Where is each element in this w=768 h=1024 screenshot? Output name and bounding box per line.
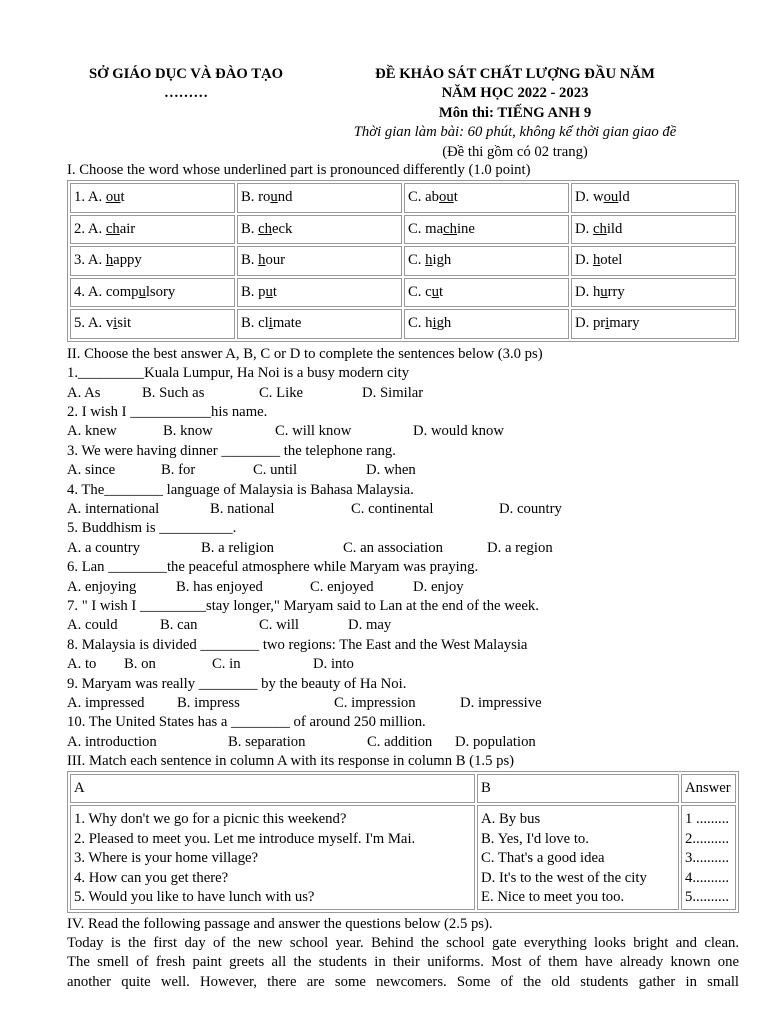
underlined-part: h — [105, 252, 114, 269]
pronunciation-row — [70, 215, 736, 245]
answer-slot: 1 ......... — [685, 811, 730, 828]
underlined-part: i — [268, 315, 273, 332]
underlined-part: ch — [105, 220, 120, 237]
answer-slot: 4.......... — [685, 869, 730, 886]
answer-options — [67, 694, 739, 713]
underlined-part: u — [270, 189, 278, 206]
question-item: 1. Why don't we go for a picnic this weekend? — [74, 811, 347, 828]
word-option: 1. A. out — [70, 183, 235, 213]
answer-options — [67, 616, 739, 635]
underlined-part: ch — [443, 220, 457, 237]
word-option: C. about — [404, 183, 569, 213]
answer-options — [67, 500, 739, 519]
underlined-part: ch — [258, 220, 273, 237]
word-option: B. climate — [237, 309, 402, 339]
answer-option: C. continental — [351, 501, 434, 518]
part4-heading: IV. Read the following passage and answer the questions below (2.5 ps). — [67, 915, 493, 932]
answer-option: C. an association — [343, 539, 443, 556]
answer-option: C. will — [259, 617, 299, 634]
question-item: 4. How can you get there? — [74, 869, 229, 886]
answer-option: C. will know — [275, 423, 352, 440]
department-block — [70, 65, 302, 104]
answer-option: C. enjoyed — [310, 578, 374, 595]
underlined-part: u — [138, 283, 146, 300]
word-option: B. check — [237, 215, 402, 245]
answer-option: A. knew — [67, 423, 117, 440]
pronunciation-row — [70, 278, 736, 308]
word-option: D. child — [571, 215, 736, 245]
word-option: 4. A. compulsory — [70, 278, 235, 308]
school-year: NĂM HỌC 2022 - 2023 — [441, 85, 589, 102]
passage-line: Today is the first day of the new school year. Behind the school gate everything looks bright and clean. — [67, 934, 739, 951]
subject: Môn thi: TIẾNG ANH 9 — [438, 104, 592, 121]
answer-option: C. until — [253, 462, 298, 479]
answer-option: D. population — [455, 733, 536, 750]
answer-option: B. for — [161, 462, 196, 479]
question-item: 3. Where is your home village? — [74, 850, 259, 867]
question-text: 3. We were having dinner ________ the telephone rang. — [67, 442, 396, 459]
part1-heading: I. Choose the word whose underlined part is pronounced differently (1.0 point) — [67, 162, 531, 178]
answer-slot: 3.......... — [685, 850, 730, 867]
question-text: 4. The________ language of Malaysia is Bahasa Malaysia. — [67, 481, 414, 498]
column-a-items — [70, 805, 475, 909]
response-item: D. It's to the west of the city — [481, 869, 647, 886]
underlined-part: ou — [105, 189, 121, 206]
answer-slot: 2.......... — [685, 830, 730, 847]
answer-options — [67, 655, 739, 674]
exam-content — [67, 161, 739, 992]
answer-options — [67, 733, 739, 752]
word-option: B. hour — [237, 246, 402, 276]
pronunciation-table — [67, 180, 739, 342]
answer-option: B. separation — [228, 733, 306, 750]
question-text: 10. The United States has a ________ of around 250 million. — [67, 714, 426, 731]
department-dots: ……… — [163, 85, 209, 102]
answer-option: A. introduction — [67, 733, 157, 750]
answer-options — [67, 461, 739, 480]
answer-options — [67, 422, 739, 441]
answer-option: D. would know — [413, 423, 504, 440]
matching-table — [67, 771, 739, 912]
part3-heading: III. Match each sentence in column A with its response in column B (1.5 ps) — [67, 753, 515, 770]
underlined-part: i — [432, 315, 437, 332]
column-a-header: A — [70, 774, 475, 803]
underlined-part: ou — [603, 189, 619, 206]
response-item: B. Yes, I'd love to. — [481, 830, 589, 847]
answer-options — [67, 539, 739, 558]
word-option: D. primary — [571, 309, 736, 339]
word-option: 2. A. chair — [70, 215, 235, 245]
word-option: D. would — [571, 183, 736, 213]
question-text: 5. Buddhism is __________. — [67, 520, 237, 537]
underlined-part: h — [592, 252, 601, 269]
question-text: 8. Malaysia is divided ________ two regions: The East and the West Malaysia — [67, 636, 528, 653]
time-allowed: Thời gian làm bài: 60 phút, không kể thời gian giao đề — [353, 124, 677, 141]
pronunciation-row — [70, 246, 736, 276]
answer-option: B. know — [163, 423, 213, 440]
answer-slots — [681, 805, 736, 909]
word-option: D. hotel — [571, 246, 736, 276]
underlined-part: ou — [439, 189, 454, 206]
answer-option: A. impressed — [67, 694, 145, 711]
answer-option: A. could — [67, 617, 118, 634]
passage-line: another quite well. However, there are some newcomers. Some of the old students gather in small — [67, 973, 739, 990]
underlined-part: u — [600, 283, 608, 300]
answer-option: A. international — [67, 501, 160, 518]
reading-passage — [67, 934, 739, 992]
word-option: B. put — [237, 278, 402, 308]
answer-slot: 5.......... — [685, 889, 730, 906]
exam-title-block — [300, 65, 730, 162]
column-b-header: B — [477, 774, 679, 803]
underlined-part: ch — [592, 220, 607, 237]
word-option: C. cut — [404, 278, 569, 308]
answer-column-header: Answer — [681, 774, 736, 803]
word-option: 5. A. visit — [70, 309, 235, 339]
answer-option: A. a country — [67, 539, 141, 556]
exam-title: ĐỀ KHẢO SÁT CHẤT LƯỢNG ĐẦU NĂM — [375, 66, 655, 82]
department-name: SỞ GIÁO DỤC VÀ ĐÀO TẠO — [88, 66, 284, 82]
answer-option: A. enjoying — [67, 578, 137, 595]
part2-heading: II. Choose the best answer A, B, C or D to complete the sentences below (3.0 ps) — [67, 345, 543, 362]
answer-option: C. Like — [259, 384, 304, 401]
answer-option: C. impression — [334, 694, 416, 711]
answer-options — [67, 384, 739, 403]
question-item: 5. Would you like to have lunch with us? — [74, 889, 315, 906]
answer-options — [67, 578, 739, 597]
word-option: C. high — [404, 309, 569, 339]
multiple-choice-list — [67, 364, 739, 752]
underlined-part: u — [265, 283, 273, 300]
question-text: 2. I wish I ___________his name. — [67, 404, 268, 421]
answer-option: C. addition — [367, 733, 433, 750]
response-item: C. That's a good idea — [481, 850, 605, 867]
answer-option: C. in — [212, 656, 241, 673]
question-text: 6. Lan ________the peaceful atmosphere while Maryam was praying. — [67, 559, 479, 576]
answer-option: D. may — [348, 617, 392, 634]
underlined-part: h — [258, 252, 266, 269]
underlined-part: h — [425, 252, 433, 269]
underlined-part: i — [113, 315, 118, 332]
underlined-part: u — [431, 283, 440, 300]
answer-option: B. can — [160, 617, 198, 634]
underlined-part: i — [605, 315, 610, 332]
answer-option: B. Such as — [142, 384, 205, 401]
response-item: A. By bus — [481, 811, 541, 828]
column-b-items — [477, 805, 679, 909]
answer-option: B. has enjoyed — [176, 578, 263, 595]
word-option: C. high — [404, 246, 569, 276]
word-option: D. hurry — [571, 278, 736, 308]
answer-option: D. enjoy — [413, 578, 464, 595]
answer-option: A. to — [67, 656, 97, 673]
passage-line: The smell of fresh paint greets all the students in their uniforms. Most of them have already known one — [67, 954, 739, 971]
word-option: B. round — [237, 183, 402, 213]
pronunciation-row — [70, 183, 736, 213]
answer-option: D. Similar — [362, 384, 424, 401]
question-text: 9. Maryam was really ________ by the beauty of Ha Noi. — [67, 675, 407, 692]
answer-option: D. into — [313, 656, 354, 673]
question-text: 1._________Kuala Lumpur, Ha Noi is a busy modern city — [67, 365, 410, 382]
answer-option: B. a religion — [201, 539, 275, 556]
question-item: 2. Pleased to meet you. Let me introduce myself. I'm Mai. — [74, 830, 416, 847]
answer-option: D. when — [366, 462, 416, 479]
word-option: C. machine — [404, 215, 569, 245]
answer-option: B. national — [210, 501, 275, 518]
pronunciation-row — [70, 309, 736, 339]
answer-option: B. impress — [177, 694, 240, 711]
answer-option: A. As — [67, 384, 101, 401]
answer-option: B. on — [124, 656, 156, 673]
question-text: 7. " I wish I _________stay longer," Maryam said to Lan at the end of the week. — [67, 597, 539, 614]
answer-option: D. country — [499, 501, 562, 518]
word-option: 3. A. happy — [70, 246, 235, 276]
answer-option: A. since — [67, 462, 116, 479]
answer-option: D. a region — [487, 539, 553, 556]
page-count-note: (Đề thi gồm có 02 trang) — [442, 143, 588, 160]
answer-option: D. impressive — [460, 694, 542, 711]
response-item: E. Nice to meet you too. — [481, 889, 625, 906]
